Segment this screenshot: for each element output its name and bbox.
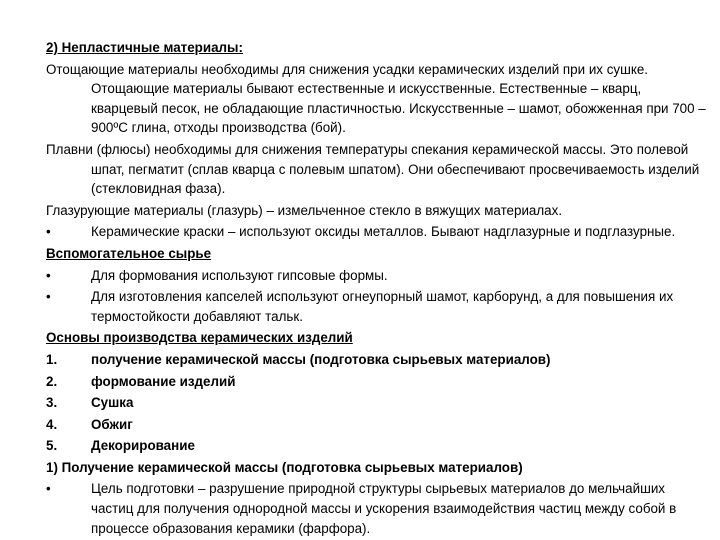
step-number: 4. xyxy=(46,416,58,432)
heading-step1-preparation: 1) Получение керамической массы (подготовка сырьевых материалов) xyxy=(46,459,523,475)
bullet-text: Для изготовления капселей используют огнеупорный шамот, карборунд, а для повышения их термостойкости добавляют тальк. xyxy=(91,289,674,324)
step-number: 1. xyxy=(46,351,58,367)
step-item-2 xyxy=(46,372,706,392)
paragraph-leaning-materials: Отощающие материалы необходимы для снижения усадки керамических изделий при их сушке. Отощающие материалы бывают естественные и искусственные. Естественные – кварц, кварцевый песок, не обладающие пластичностью. Искусственные – шамот, обожженная при 700 – 900ºС глина, отходы производства (бой). xyxy=(46,61,706,136)
heading-auxiliary-materials: Вспомогательное сырье xyxy=(46,245,212,261)
bullet-marker: • xyxy=(46,481,51,497)
step-text: Сушка xyxy=(91,395,134,411)
step-text: Обжиг xyxy=(91,416,133,432)
step-number: 2. xyxy=(46,373,58,389)
bullet-text: Цель подготовки – разрушение природной структуры сырьевых материалов до мельчайших частиц для получения однородной массы и ускорения взаимодействия частиц между собой в процессе образования керамики (фарфора). xyxy=(91,481,677,536)
bullet-item-aux-2 xyxy=(46,287,706,326)
bullet-marker: • xyxy=(46,289,51,305)
step-number: 3. xyxy=(46,395,58,411)
heading-nonplastic-materials: 2) Непластичные материалы: xyxy=(46,40,243,55)
step-item-3 xyxy=(46,393,706,413)
paragraph-fluxes: Плавни (флюсы) необходимы для снижения температуры спекания керамической массы. Это полевой шпат, пегматит (сплав кварца с полевым шпатом). Они обеспечивают просвечиваемость изделий (стекловидная фаза). xyxy=(46,141,700,197)
bullet-item-ceramic-paints xyxy=(46,222,706,242)
slide-content xyxy=(46,38,706,540)
paragraph-glaze: Глазурующие материалы (глазурь) – измельченное стекло в вяжущих материалах. xyxy=(46,202,563,218)
bullet-marker: • xyxy=(46,224,51,240)
step-item-1 xyxy=(46,350,706,370)
step-item-4 xyxy=(46,415,706,435)
bullet-marker: • xyxy=(46,267,51,283)
step-number: 5. xyxy=(46,438,58,454)
step-text: получение керамической массы (подготовка сырьевых материалов) xyxy=(91,351,551,367)
step-item-5 xyxy=(46,436,706,456)
bullet-text: Для формования используют гипсовые формы. xyxy=(91,267,388,283)
bullet-item-aux-1 xyxy=(46,266,706,286)
step-text: формование изделий xyxy=(91,373,236,389)
heading-production-basics: Основы производства керамических изделий xyxy=(46,330,353,346)
bullet-text: Керамические краски – используют оксиды металлов. Бывают надглазурные и подглазурные. xyxy=(91,224,676,240)
bullet-item-preparation-goal xyxy=(46,479,706,538)
step-text: Декорирование xyxy=(91,438,195,454)
